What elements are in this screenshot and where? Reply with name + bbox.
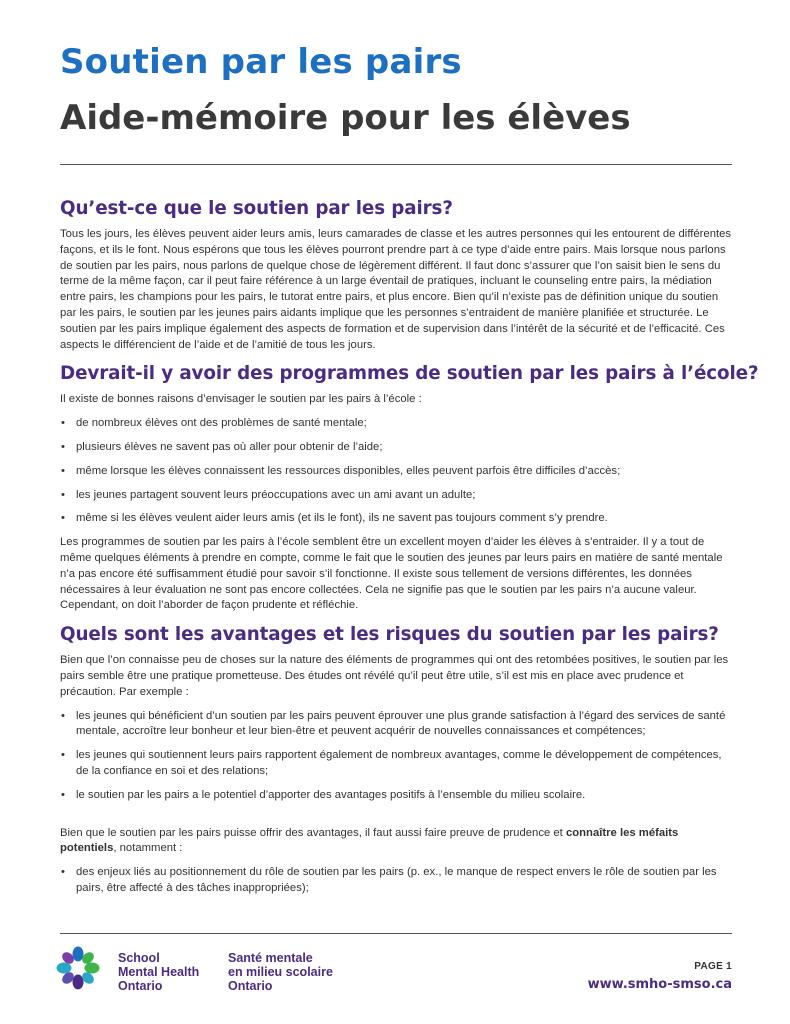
list-item-text: de nombreux élèves ont des problèmes de santé mentale; [76, 417, 367, 430]
document-title: Soutien par les pairs [60, 42, 462, 82]
list-item [60, 511, 732, 527]
brand-name-english [118, 951, 199, 993]
list-item-text: les jeunes qui bénéficient d’un soutien par les pairs peuvent éprouver une plus grande satisfaction à l’égard des services de santé mentale, accroître leur bonheur et leur bien-être et peuvent acquérir de nouvelles connaissances et compétences; [76, 709, 726, 738]
bullet-icon: • [61, 866, 65, 879]
section-benefits-and-risks [60, 624, 732, 897]
bullet-list [60, 865, 732, 897]
list-item-text: même lorsque les élèves connaissent les ressources disponibles, elles peuvent parfois être difficiles d’accès; [76, 464, 621, 477]
brand-line: Ontario [228, 979, 273, 993]
bullet-icon: • [61, 488, 65, 501]
brand-line: School [118, 951, 160, 965]
top-divider [60, 164, 732, 165]
paragraph-emphasis: connaître les méfaits potentiels [60, 826, 679, 855]
brand-line: Ontario [118, 979, 163, 993]
bullet-icon: • [61, 417, 65, 430]
list-item [60, 464, 732, 480]
bullet-icon: • [61, 440, 65, 453]
bullet-icon: • [61, 464, 65, 477]
list-item [60, 488, 732, 504]
paragraph-text: , notamment : [113, 842, 183, 855]
brand-name-french [228, 951, 333, 993]
flower-logo-icon [56, 946, 100, 990]
section-heading: Quels sont les avantages et les risques du soutien par les pairs? [60, 624, 719, 646]
list-item-text: même si les élèves veulent aider leurs amis (et ils le font), ils ne savent pas toujours comment s’y prendre. [76, 512, 608, 525]
list-item [60, 865, 732, 897]
bullet-list [60, 416, 732, 527]
logo-petals [57, 947, 100, 990]
bullet-icon: • [61, 709, 65, 722]
section-what-is-peer-support [60, 198, 732, 353]
brand-line: Mental Health [118, 965, 200, 979]
section-paragraph [60, 826, 732, 858]
paragraph-text: Bien que le soutien par les pairs puisse offrir des avantages, il faut aussi faire preuve de prudence et [60, 826, 566, 839]
list-item-text: les jeunes partagent souvent leurs préoccupations avec un ami avant un adulte; [76, 488, 476, 501]
list-item-text: les jeunes qui soutiennent leurs pairs rapportent également de nombreux avantages, comme le développement de compétences, de la confiance en soi et des relations; [76, 749, 722, 777]
list-item [60, 709, 732, 741]
bullet-list [60, 709, 732, 804]
bullet-icon: • [61, 749, 65, 762]
document-subtitle: Aide-mémoire pour les élèves [60, 98, 631, 138]
brand-line: Santé mentale [228, 951, 313, 965]
bottom-divider [60, 933, 732, 934]
bullet-icon: • [61, 788, 65, 801]
section-intro: Bien que l’on connaisse peu de choses sur la nature des éléments de programmes qui ont des retombées positives, le soutien par les pairs semble être une pratique prometteuse. Des études ont révélé qu’il peut être utile, s’il est mis en place avec prudence et précaution. Par exemple : [60, 654, 729, 698]
page-number: PAGE 1 [694, 961, 732, 972]
list-item-text: le soutien par les pairs a le potentiel d’apporter des avantages positifs à l’ensemble du milieu scolaire. [76, 788, 586, 801]
list-item [60, 416, 732, 432]
section-should-schools-have-programs [60, 363, 759, 614]
section-paragraph: Tous les jours, les élèves peuvent aider leurs amis, leurs camarades de classe et les autres personnes qui les entourent de différentes façons, et ils le font. Nous espérons que tous les élèves pourront prendre part à ce type d’aide entre pairs. Mais lorsque nous parlons de soutien par les pairs, nous parlons de quelque chose de légèrement différent. Il faut donc s’assurer que l’on saisit bien le sens du terme de la même façon, car il peut faire référence à un large éventail de pratiques, incluant le counseling entre pairs, la médiation entre pairs, les champions pour les pairs, le tutorat entre pairs, et plus encore. Bien qu’il n’existe pas de définition unique du soutien par les pairs, le soutien par les jeunes pairs aidants implique que les personnes s’entraident de manière planifiée et structurée. Le soutien par les pairs implique également des aspects de formation et de supervision dans l’intérêt de la sécurité et de l’efficacité. Ces aspects le différencient de l’aide et de l’amitié de tous les jours. [60, 228, 732, 351]
brand-line: en milieu scolaire [228, 965, 333, 979]
section-paragraph: Les programmes de soutien par les pairs à l’école semblent être un excellent moyen d’aider les élèves à s’entraider. Il y a tout de même quelques éléments à prendre en compte, comme le fait que le soutien des jeunes par leurs pairs en matière de santé mentale n’a pas encore été suffisamment étudié pour savoir s’il fonctionne. Il existe sous tellement de versions différentes, les données nécessaires à leur évaluation ne sont pas encore collectées. Cela ne signifie pas que le soutien par les pairs n’a aucune valeur. Cependant, on doit l’aborder de façon prudente et réfléchie. [60, 536, 723, 612]
bullet-icon: • [61, 512, 65, 525]
website-link[interactable]: www.smho-smso.ca [587, 977, 732, 992]
list-item [60, 748, 732, 780]
section-intro: Il existe de bonnes raisons d’envisager le soutien par les pairs à l’école : [60, 393, 422, 406]
list-item-text: des enjeux liés au positionnement du rôle de soutien par les pairs (p. ex., le manque de respect envers le rôle de soutien par les pairs, être affecté à des tâches inappropriées); [76, 866, 717, 894]
list-item-text: plusieurs élèves ne savent pas où aller pour obtenir de l’aide; [76, 440, 383, 453]
list-item [60, 788, 732, 804]
section-heading: Qu’est-ce que le soutien par les pairs? [60, 198, 453, 219]
section-heading: Devrait-il y avoir des programmes de soutien par les pairs à l’école? [60, 363, 759, 385]
list-item [60, 440, 732, 456]
main-content [60, 198, 759, 907]
